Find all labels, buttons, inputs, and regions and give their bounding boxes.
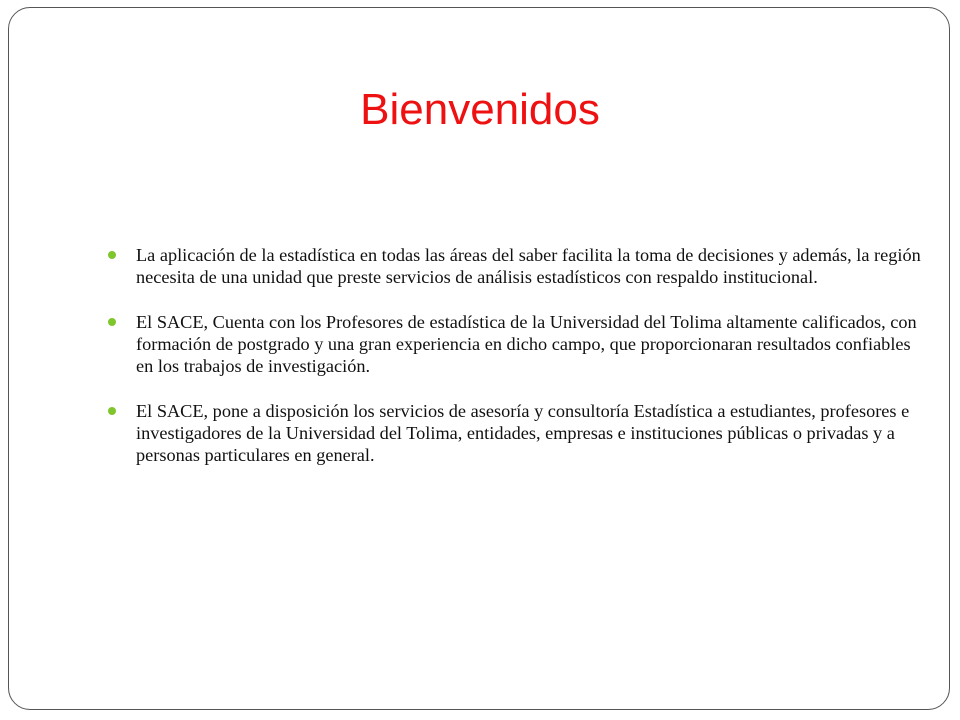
bullet-icon — [108, 318, 116, 326]
bullet-item — [104, 244, 924, 288]
bullet-icon — [108, 407, 116, 415]
slide-title: Bienvenidos — [360, 85, 600, 134]
bullet-item — [104, 400, 924, 466]
bullet-text: El SACE, pone a disposición los servicios de asesoría y consultoría Estadística a estudiantes, profesores e investigadores de la Universidad del Tolima, entidades, empresas e instituciones públicas o privadas y a personas particulares en general. — [136, 401, 910, 465]
bullet-item — [104, 311, 924, 377]
bullet-list — [104, 244, 924, 489]
bullet-text: La aplicación de la estadística en todas las áreas del saber facilita la toma de decisiones y además, la región necesita de una unidad que preste servicios de análisis estadísticos con respaldo institucional. — [136, 245, 921, 287]
bullet-icon — [108, 251, 116, 259]
bullet-text: El SACE, Cuenta con los Profesores de estadística de la Universidad del Tolima altamente calificados, con formación de postgrado y una gran experiencia en dicho campo, que proporcionaran resultados confiables en los trabajos de investigación. — [136, 312, 917, 376]
